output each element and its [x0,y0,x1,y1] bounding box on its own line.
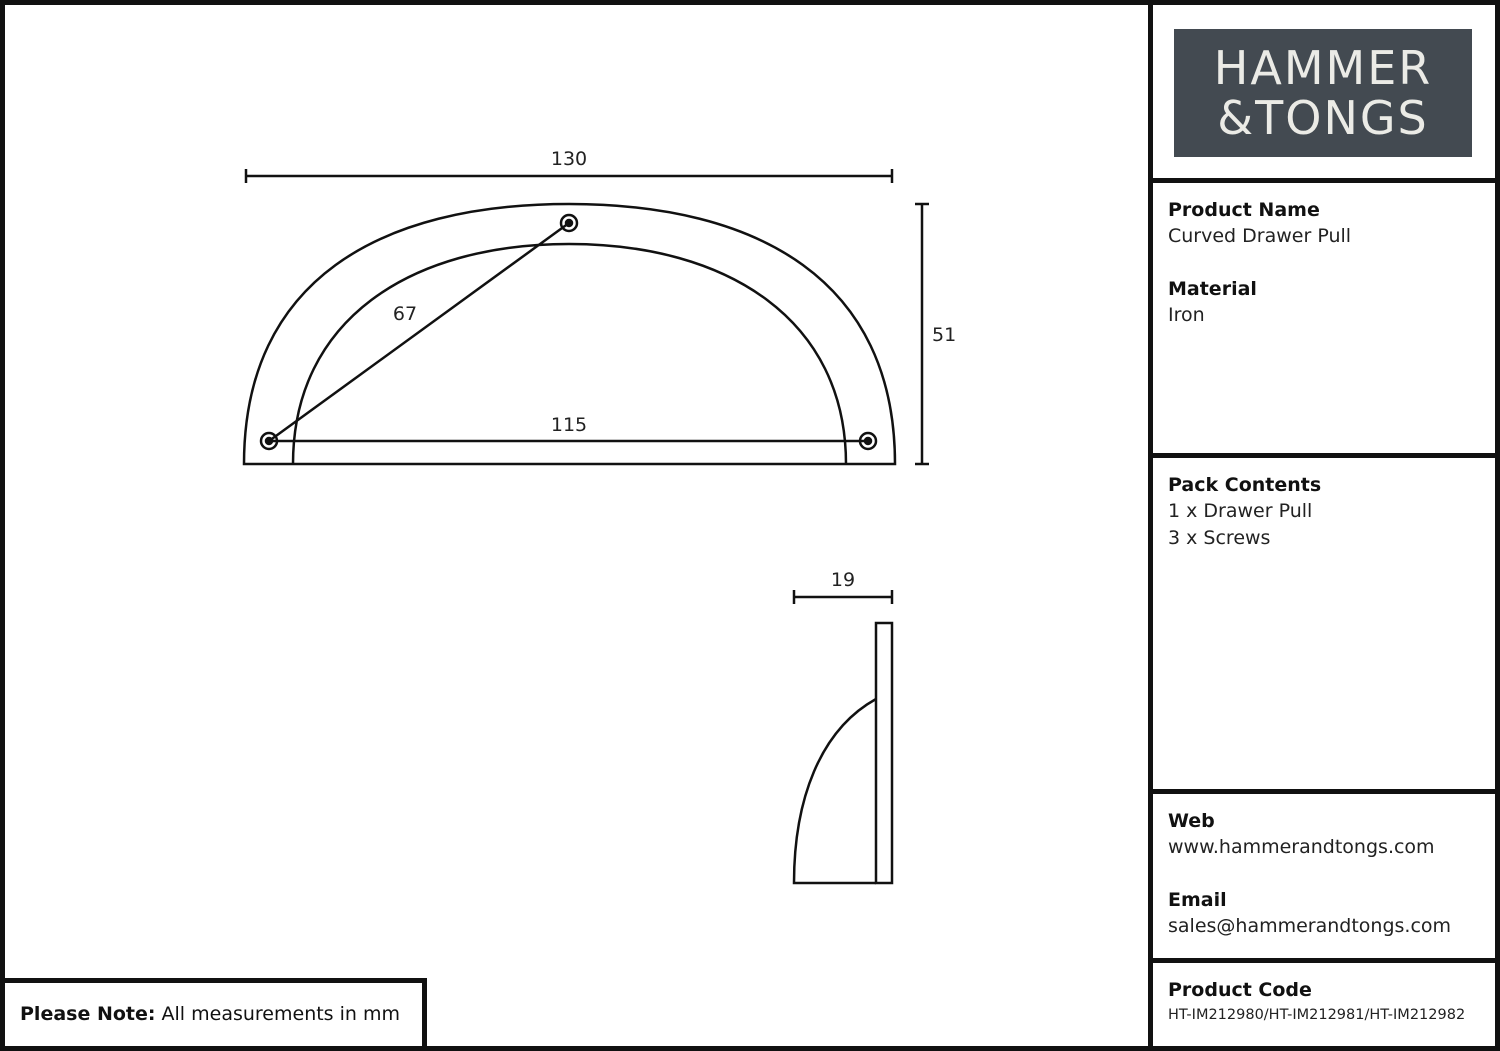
material-label: Material [1168,278,1257,300]
pack-contents-item: 3 x Screws [1168,527,1271,549]
logo-line-2: &TONGS [1217,91,1429,145]
logo-line-1: HAMMER [1213,41,1433,95]
pack-contents-cell [1148,453,1500,791]
hole-spacing-label: 115 [550,414,588,436]
diagonal-label: 67 [392,303,418,325]
product-code-cell [1148,958,1500,1051]
material-value: Iron [1168,304,1205,326]
product-name-label: Product Name [1168,199,1320,221]
pack-contents-item: 1 x Drawer Pull [1168,500,1313,522]
product-name-value: Curved Drawer Pull [1168,225,1352,247]
pack-contents-label: Pack Contents [1168,474,1322,496]
measurement-note [0,978,427,1051]
width-label: 130 [550,148,588,170]
brand-logo [1174,29,1472,157]
web-link[interactable]: www.hammerandtongs.com [1168,836,1435,858]
product-code-value: HT-IM212980/HT-IM212981/HT-IM212982 [1168,1007,1466,1023]
side-view-backplate [876,623,892,883]
email-label: Email [1168,889,1227,911]
contact-cell [1148,789,1500,961]
height-label: 51 [932,324,957,346]
depth-label: 19 [830,569,856,591]
email-link[interactable]: sales@hammerandtongs.com [1168,915,1452,937]
diagonal-dimension-line [269,223,569,441]
note-text: All measurements in mm [161,1003,400,1025]
side-view-cup [794,699,876,883]
web-label: Web [1168,810,1215,832]
product-info-cell [1148,178,1500,454]
product-code-label: Product Code [1168,979,1312,1001]
note-label: Please Note: [20,1003,156,1025]
